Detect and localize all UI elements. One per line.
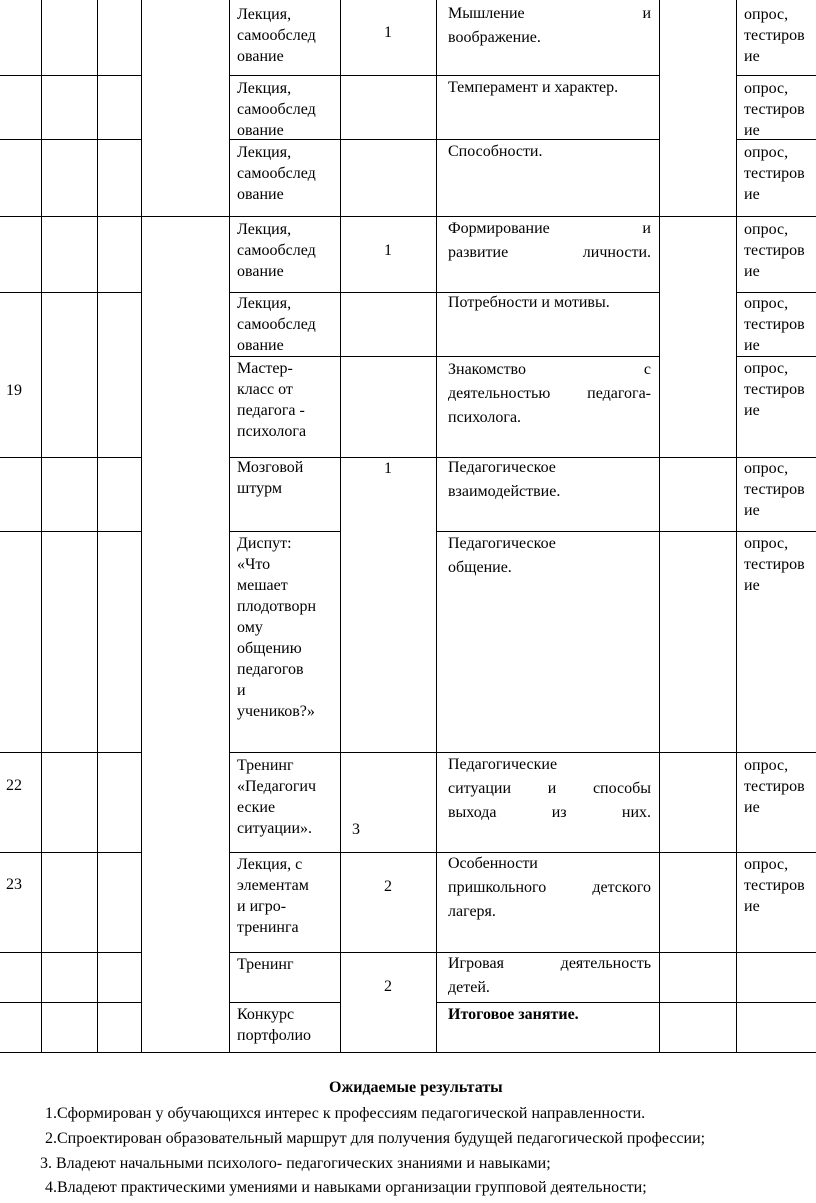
- table-cell-control: опрос, тестиров ие: [744, 757, 805, 816]
- table-cell-form: Тренинг: [237, 956, 294, 973]
- table-cell-form: Конкурс портфолио: [237, 1006, 312, 1044]
- table-cell-form: Лекция, самообслед ование: [237, 80, 316, 139]
- table-cell-form: Лекция, самообслед ование: [237, 6, 316, 65]
- table-cell-topic: Формирование и развитие личности.: [448, 220, 651, 261]
- table-cell-form: Диспут: «Что мешает плодотворн ому общению педагогов и учеников?»: [237, 535, 317, 720]
- table-cell-form: Лекция, самообслед ование: [237, 295, 316, 354]
- table-cell-control: опрос, тестиров ие: [744, 460, 805, 519]
- table-cell-topic: Педагогическое общение.: [448, 535, 556, 576]
- table-cell-topic: Знакомство с деятельностью педагога- психолога.: [448, 361, 651, 426]
- table-cell-control: опрос, тестиров ие: [744, 856, 805, 915]
- table-cell-topic: Игровая деятельность детей.: [448, 955, 651, 996]
- table-cell-num: 23: [6, 876, 22, 893]
- table-cell-topic: Мышление и воображение.: [448, 5, 651, 46]
- table-cell-topic: Итоговое занятие.: [448, 1006, 579, 1023]
- table-cell-control: опрос, тестиров ие: [744, 360, 805, 419]
- table-cell-form: Лекция, самообслед ование: [237, 221, 316, 280]
- table-cell-control: опрос, тестиров ие: [744, 80, 805, 139]
- table-cell-hours: 2: [384, 978, 392, 995]
- table-cell-topic: Педагогическое взаимодействие.: [448, 459, 561, 500]
- table-cell-hours: 3: [352, 821, 360, 838]
- table-cell-control: опрос, тестиров ие: [744, 535, 805, 594]
- table-cell-form: Тренинг «Педагогич еские ситуации».: [237, 757, 317, 837]
- table-cell-control: опрос, тестиров ие: [744, 295, 805, 354]
- table-cell-hours: 1: [384, 460, 392, 477]
- results-item: 3. Владеют начальными психолого- педагогических знаниями и навыками;: [40, 1155, 551, 1172]
- results-heading: Ожидаемые результаты: [329, 1079, 503, 1096]
- table-cell-form: Мозговой штурм: [237, 459, 304, 497]
- results-item: 2.Спроектирован образовательный маршрут для получения будущей педагогической профессии;: [45, 1130, 706, 1147]
- table-cell-num: 19: [6, 382, 22, 399]
- table-cell-topic: Темперамент и характер.: [448, 79, 619, 96]
- table-cell-form: Мастер- класс от педагога - психолога: [237, 360, 307, 440]
- table-cell-topic: Педагогические ситуации и способы выхода из них.: [448, 756, 651, 821]
- results-item: 1.Сформирован у обучающихся интерес к профессиям педагогической направленности.: [45, 1105, 646, 1122]
- table-cell-topic: Особенности пришкольного детского лагеря.: [448, 855, 651, 920]
- table-cell-topic: Потребности и мотивы.: [448, 294, 610, 311]
- results-item: 4.Владеют практическими умениями и навыками организации групповой деятельности;: [45, 1179, 647, 1196]
- table-cell-hours: 2: [384, 878, 392, 895]
- table-cell-hours: 1: [384, 24, 392, 41]
- table-cell-form: Лекция, самообслед ование: [237, 144, 316, 203]
- table-cell-control: опрос, тестиров ие: [744, 6, 805, 65]
- table-cell-control: опрос, тестиров ие: [744, 144, 805, 203]
- table-cell-control: опрос, тестиров ие: [744, 221, 805, 280]
- table-cell-hours: 1: [384, 242, 392, 259]
- table-cell-num: 22: [6, 777, 22, 794]
- table-cell-topic: Способности.: [448, 143, 543, 160]
- table-cell-form: Лекция, с элементам и игро- тренинга: [237, 856, 309, 936]
